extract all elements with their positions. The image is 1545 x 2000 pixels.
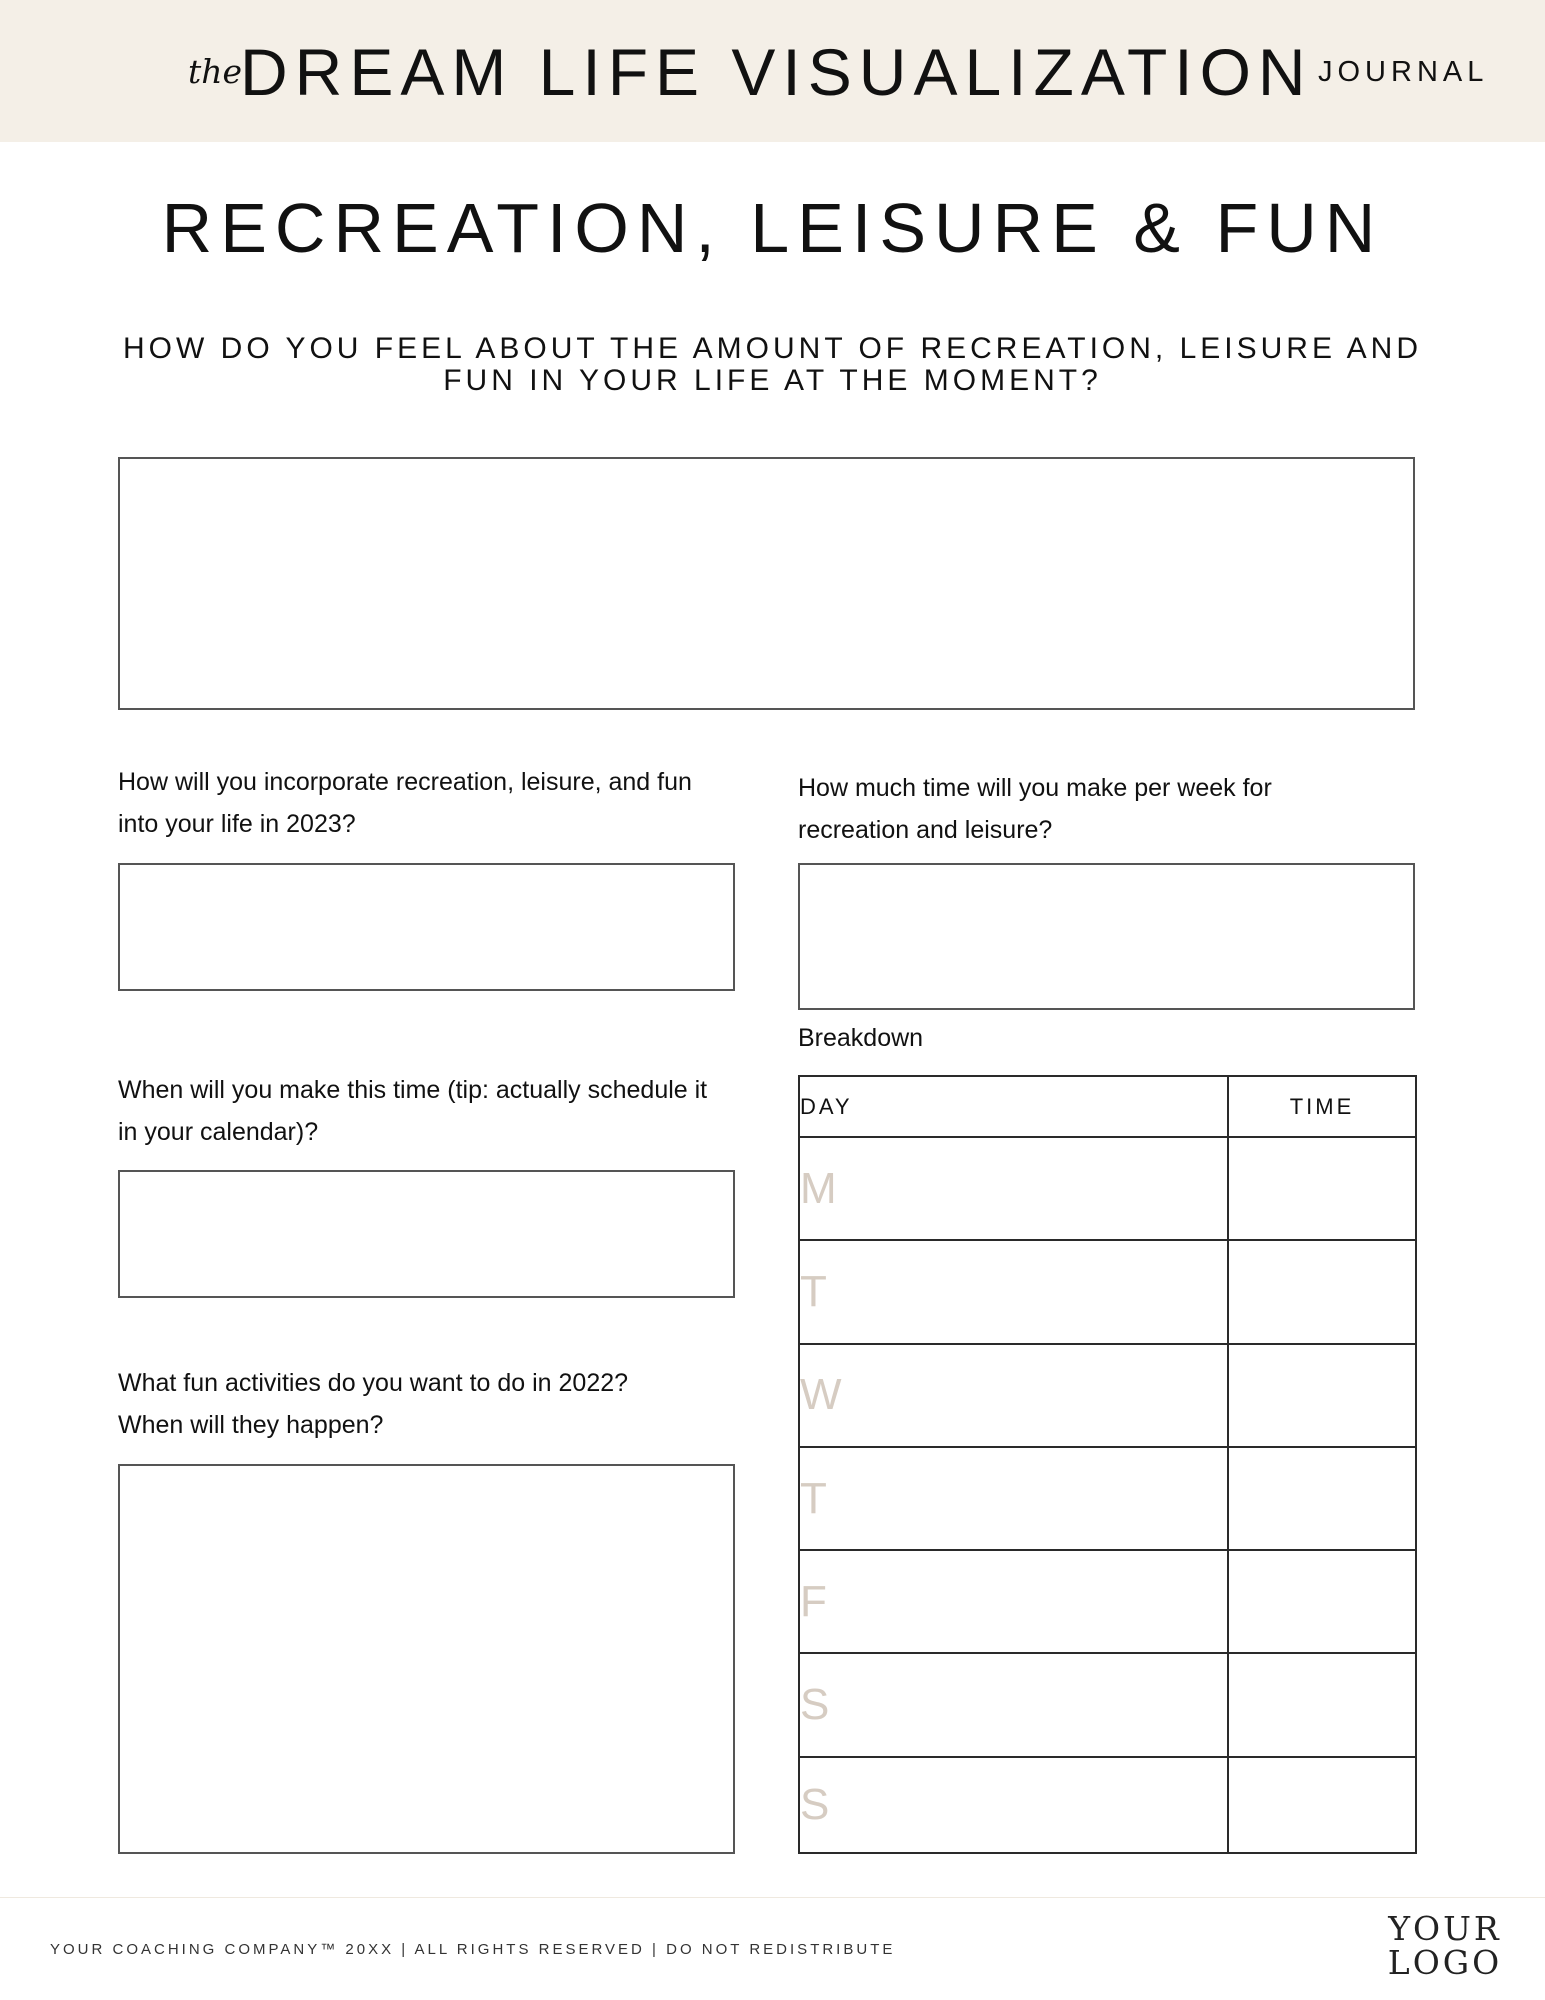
incorporate-answer-box[interactable] (118, 863, 735, 991)
when-answer-box[interactable] (118, 1170, 735, 1298)
table-header-row (799, 1076, 1416, 1137)
time-column-header: TIME (1228, 1076, 1416, 1137)
time-input-cell[interactable] (1228, 1757, 1416, 1853)
table-row (799, 1447, 1416, 1550)
table-row (799, 1550, 1416, 1653)
logo-line-2: LOGO (1387, 1943, 1503, 1982)
day-label: S (799, 1757, 1228, 1853)
logo-line-1: YOUR (1388, 1909, 1502, 1948)
brand-main-title: DREAM LIFE VISUALIZATION (240, 35, 1313, 109)
table-row (799, 1757, 1416, 1853)
footer-divider (0, 1897, 1545, 1898)
table-row (799, 1240, 1416, 1343)
time-input-cell[interactable] (1228, 1240, 1416, 1343)
brand-title (0, 34, 1545, 114)
table-row (799, 1137, 1416, 1240)
time-input-cell[interactable] (1228, 1344, 1416, 1447)
day-label: W (799, 1344, 1228, 1447)
day-label: M (799, 1137, 1228, 1240)
page-title: RECREATION, LEISURE & FUN (161, 189, 1384, 267)
day-label: F (799, 1550, 1228, 1653)
time-per-week-answer-box[interactable] (798, 863, 1415, 1010)
day-column-header: DAY (799, 1076, 1228, 1137)
table-row (799, 1653, 1416, 1756)
logo (1380, 1909, 1510, 1982)
day-label: T (799, 1447, 1228, 1550)
main-question: HOW DO YOU FEEL ABOUT THE AMOUNT OF RECREATION, LEISURE AND FUN IN YOUR LIFE AT THE MOMENT? (123, 332, 1422, 397)
day-label: T (799, 1240, 1228, 1343)
day-label: S (799, 1653, 1228, 1756)
table-row (799, 1344, 1416, 1447)
time-input-cell[interactable] (1228, 1550, 1416, 1653)
activities-answer-box[interactable] (118, 1464, 735, 1854)
activities-question: What fun activities do you want to do in 2022? When will they happen? (118, 1369, 629, 1439)
breakdown-table (798, 1075, 1417, 1854)
feelings-answer-box[interactable] (118, 457, 1415, 710)
brand-prefix: the (188, 52, 243, 91)
time-input-cell[interactable] (1228, 1447, 1416, 1550)
when-question: When will you make this time (tip: actually schedule it in your calendar)? (118, 1076, 708, 1146)
incorporate-question: How will you incorporate recreation, leisure, and fun into your life in 2023? (118, 768, 692, 838)
breakdown-label: Breakdown (798, 1024, 924, 1052)
footer-copyright: YOUR COACHING COMPANY™ 20XX | ALL RIGHTS RESERVED | DO NOT REDISTRIBUTE (50, 1941, 896, 1958)
time-input-cell[interactable] (1228, 1653, 1416, 1756)
time-input-cell[interactable] (1228, 1137, 1416, 1240)
time-per-week-question: How much time will you make per week for recreation and leisure? (798, 774, 1272, 844)
brand-suffix: JOURNAL (1318, 56, 1489, 88)
